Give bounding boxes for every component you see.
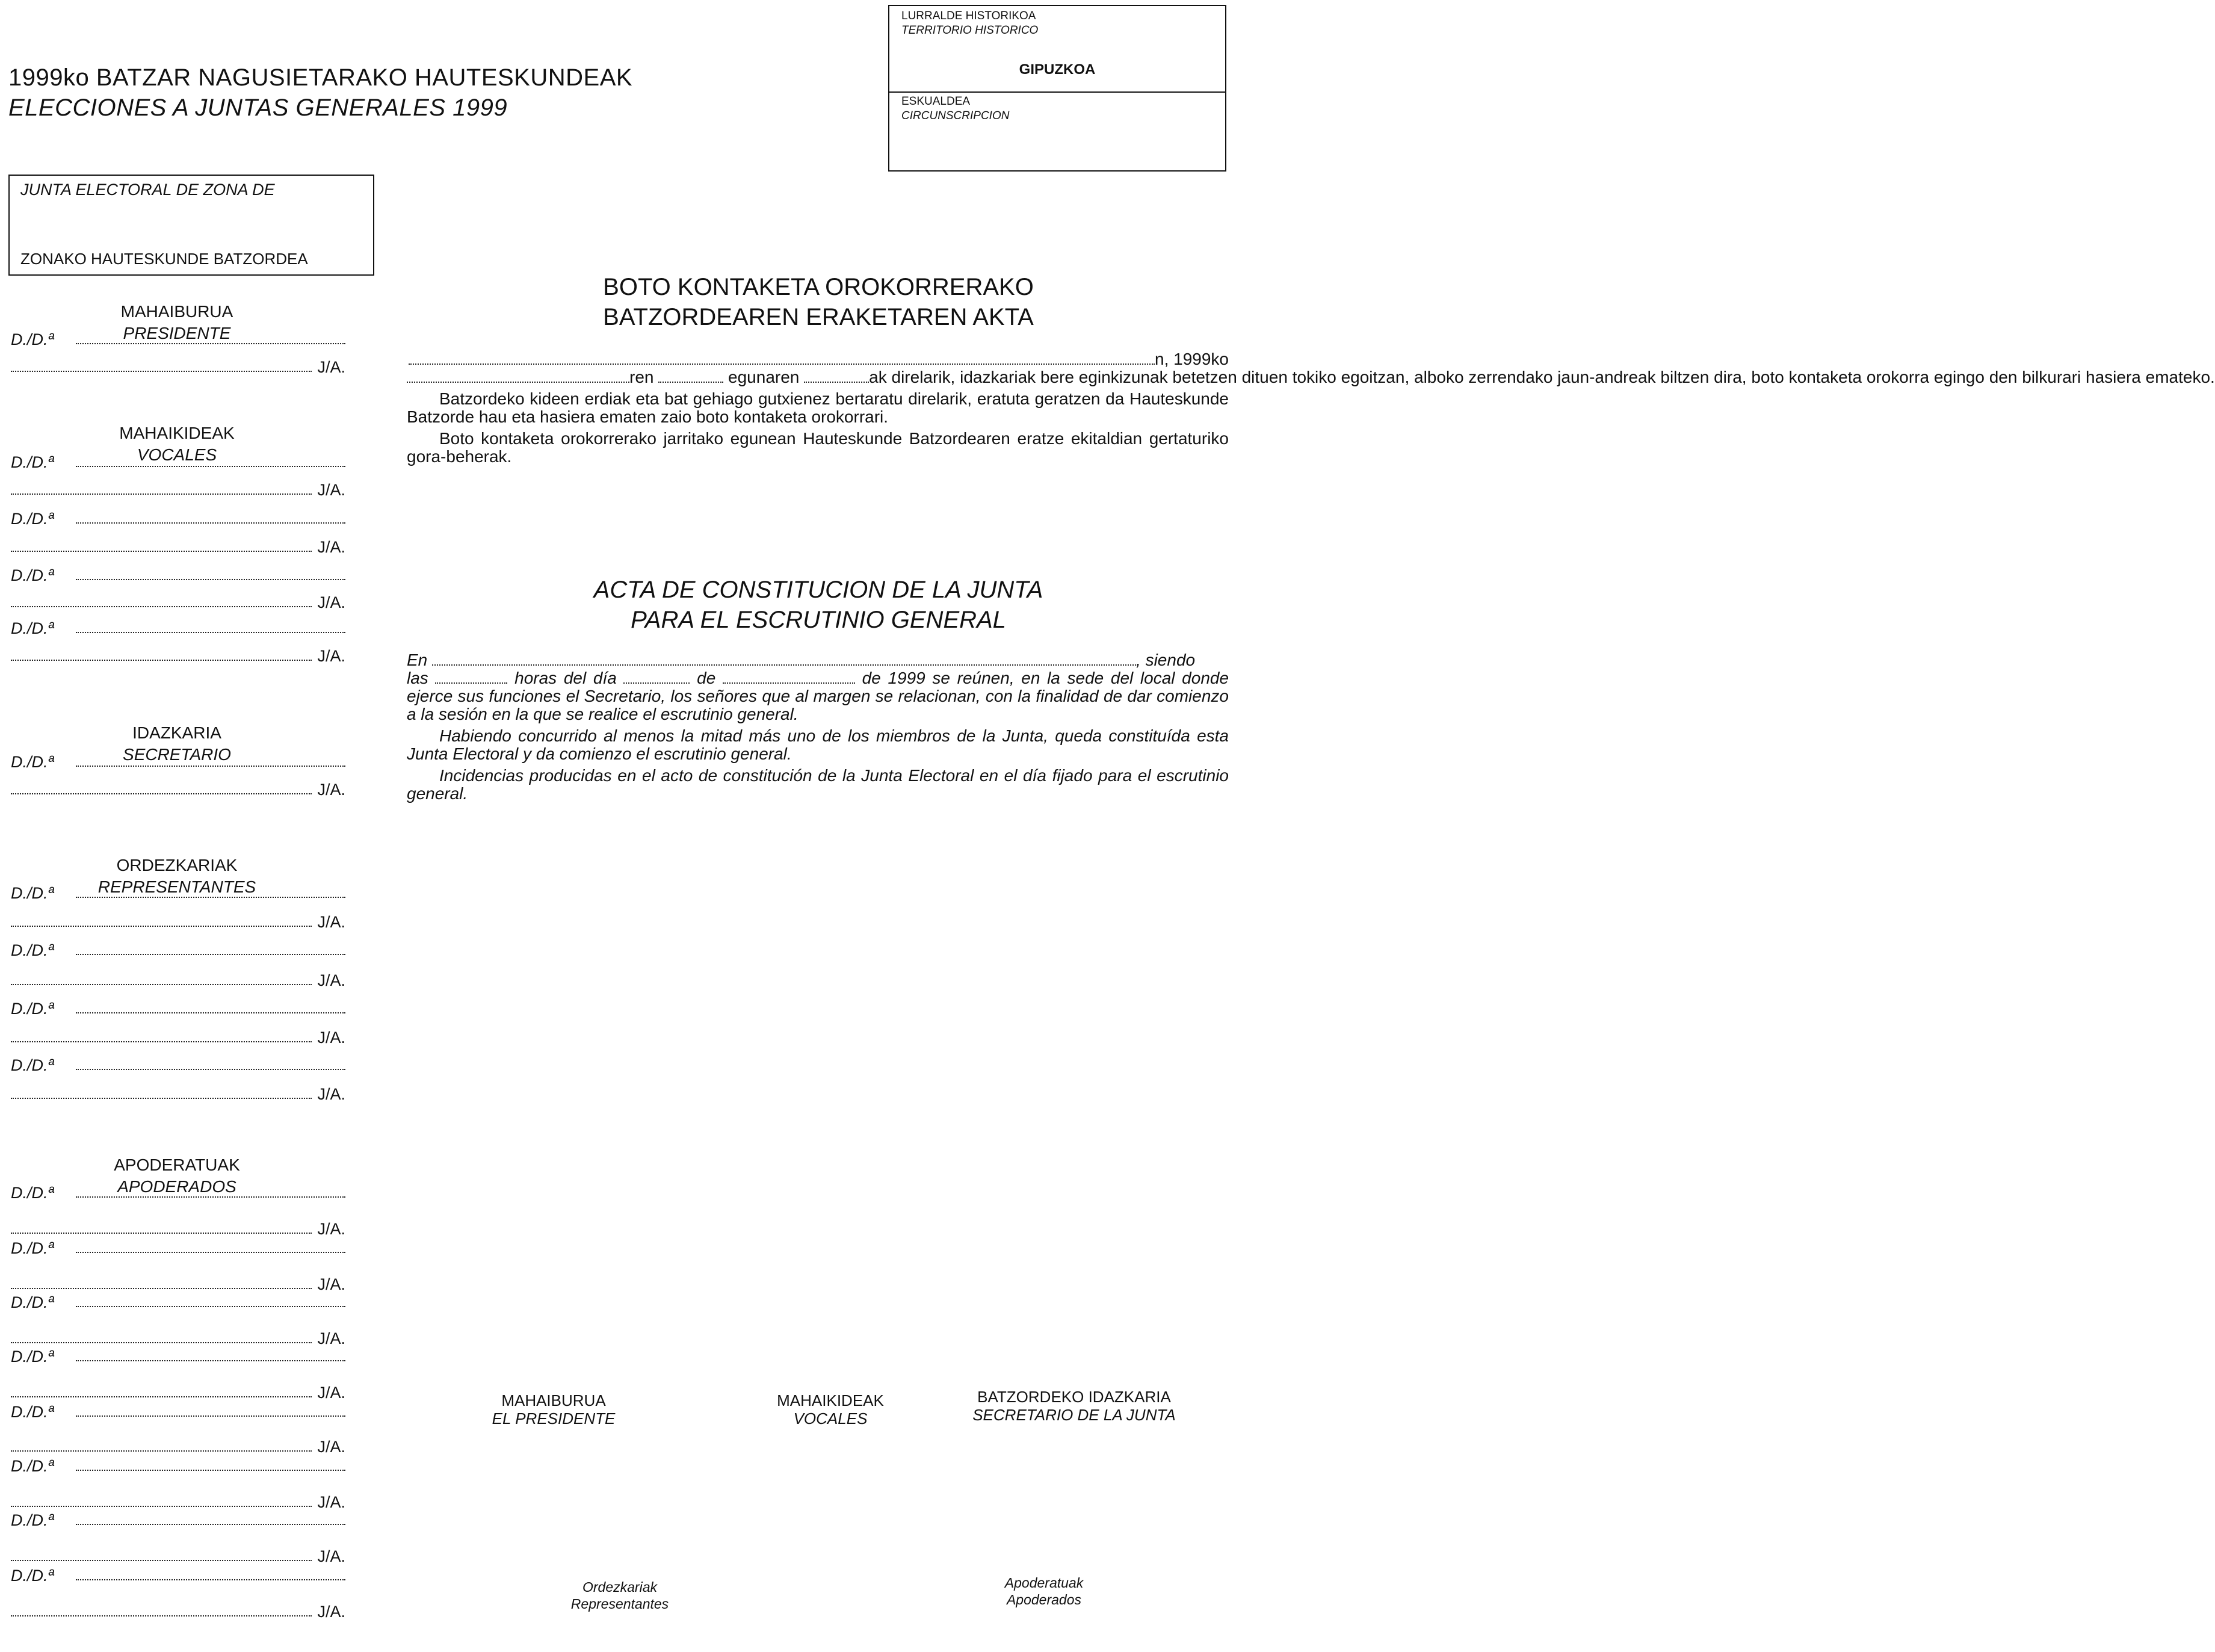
name-field[interactable] [76, 1196, 345, 1198]
signature-repr-eu: Ordezkariak [582, 1579, 657, 1595]
signature-apod-eu: Apoderatuak [1004, 1575, 1084, 1591]
signature-secretary-es: SECRETARIO DE LA JUNTA [972, 1406, 1176, 1424]
id-field[interactable] [11, 793, 312, 794]
signature-president [457, 1391, 650, 1428]
signature-vocales [740, 1391, 921, 1428]
name-field[interactable] [76, 1470, 345, 1471]
member-suffix: J/A. [317, 593, 345, 611]
id-field[interactable] [11, 1615, 312, 1616]
territory-value: GIPUZKOA [1019, 61, 1096, 78]
signature-apoderados [954, 1574, 1134, 1608]
member-prefix: D./D.ª [11, 619, 54, 637]
member-suffix: J/A. [317, 538, 345, 556]
name-field[interactable] [76, 1306, 345, 1307]
member-name-line[interactable] [8, 1051, 345, 1075]
name-field[interactable] [76, 1579, 345, 1580]
signature-vocales-es: VOCALES [793, 1409, 868, 1428]
member-id-line[interactable] [8, 642, 345, 666]
member-id-line[interactable] [8, 1597, 345, 1621]
member-suffix: J/A. [317, 1275, 345, 1293]
member-name-line[interactable] [8, 994, 345, 1018]
name-field[interactable] [76, 466, 345, 467]
section-heading-es: APODERADOS [117, 1177, 236, 1196]
member-name-line[interactable] [8, 1234, 345, 1258]
id-field[interactable] [11, 606, 312, 607]
signature-president-es: EL PRESIDENTE [492, 1409, 616, 1428]
signature-repr-es: Representantes [570, 1596, 669, 1612]
id-field[interactable] [11, 551, 312, 552]
name-field[interactable] [76, 1524, 345, 1525]
name-field[interactable] [76, 1252, 345, 1253]
name-field[interactable] [76, 1069, 345, 1070]
member-name-line[interactable] [8, 747, 345, 772]
name-field[interactable] [76, 766, 345, 767]
member-prefix: D./D.ª [11, 1457, 54, 1475]
id-field[interactable] [11, 1041, 312, 1042]
day-field-es[interactable] [623, 669, 690, 684]
text-las: las [407, 669, 428, 687]
territory-divider [889, 91, 1225, 93]
text-siendo: , siendo [1136, 651, 1196, 669]
name-field[interactable] [76, 343, 345, 344]
member-id-line[interactable] [8, 475, 345, 500]
member-id-line[interactable] [8, 1080, 345, 1104]
member-suffix: J/A. [317, 781, 345, 799]
act-title-eu-line2: BATZORDEAREN ERAKETAREN AKTA [603, 304, 1034, 330]
member-name-line[interactable] [8, 614, 345, 638]
member-suffix: J/A. [317, 1085, 345, 1103]
title-basque: 1999ko BATZAR NAGUSIETARAKO HAUTESKUNDEAK [8, 64, 633, 91]
act-es-paragraph3: Incidencias producidas en el acto de constitución de la Junta Electoral en el día fijado para el escrutinio general. [407, 766, 1229, 803]
act-eu-paragraph2: Batzordeko kideen erdiak eta bat gehiago gutxienez bertaratu direlarik, eratuta geratzen da Hauteskunde Batzorde hau eta hasiera ematen zaio boto kontaketa orokorrari. [407, 389, 1229, 426]
text-en: En [407, 651, 428, 669]
place-field[interactable] [409, 350, 1155, 365]
act-body-es [407, 651, 1229, 806]
member-suffix: J/A. [317, 1438, 345, 1456]
zone-label-eu: ZONAKO HAUTESKUNDE BATZORDEA [20, 250, 308, 268]
act-title-eu-line1: BOTO KONTAKETA OROKORRERAKO [603, 274, 1034, 300]
member-prefix: D./D.ª [11, 330, 54, 348]
act-title-es-line1: ACTA DE CONSTITUCION DE LA JUNTA [593, 577, 1043, 603]
member-prefix: D./D.ª [11, 1056, 54, 1074]
member-id-line[interactable] [8, 966, 345, 990]
member-name-line[interactable] [8, 1561, 345, 1585]
member-suffix: J/A. [317, 481, 345, 499]
member-prefix: D./D.ª [11, 510, 54, 528]
section-heading-es: SECRETARIO [123, 745, 231, 764]
member-name-line[interactable] [8, 1506, 345, 1530]
hour-field[interactable] [804, 368, 869, 383]
id-field[interactable] [11, 493, 312, 495]
section-heading-es: VOCALES [137, 445, 217, 464]
member-prefix: D./D.ª [11, 753, 54, 771]
section-heading-es: PRESIDENTE [123, 324, 231, 342]
section-heading-eu: APODERATUAK [114, 1155, 240, 1174]
member-name-line[interactable] [8, 879, 345, 903]
member-id-line[interactable] [8, 775, 345, 799]
act-title-es-line2: PARA EL ESCRUTINIO GENERAL [631, 607, 1006, 633]
member-name-line[interactable] [8, 1452, 345, 1476]
member-prefix: D./D.ª [11, 1511, 54, 1529]
member-suffix: J/A. [317, 358, 345, 376]
place-field-es[interactable] [432, 651, 1136, 666]
member-name-line[interactable] [8, 1397, 345, 1422]
member-suffix: J/A. [317, 1547, 345, 1565]
name-field[interactable] [76, 579, 345, 580]
member-suffix: J/A. [317, 1029, 345, 1047]
section-heading-es: REPRESENTANTES [97, 877, 256, 896]
member-id-line[interactable] [8, 1023, 345, 1047]
signature-representatives [530, 1579, 710, 1612]
text-egunaren: egunaren [728, 368, 800, 386]
member-prefix: D./D.ª [11, 1184, 54, 1202]
year-text: n, 1999ko [1155, 350, 1229, 368]
zone-label-es: JUNTA ELECTORAL DE ZONA DE [20, 181, 275, 199]
member-name-line[interactable] [8, 1342, 345, 1366]
member-suffix: J/A. [317, 1220, 345, 1238]
member-prefix: D./D.ª [11, 566, 54, 584]
member-prefix: D./D.ª [11, 1293, 54, 1311]
act-eu-paragraph1: ak direlarik, idazkariak bere eginkizunak betetzen dituen tokiko egoitzan, alboko zerrendako jaun-andreak biltzen dira, boto kontaketa orokorra egingo den bilkurari hasiera emateko. [869, 368, 2215, 386]
id-field[interactable] [11, 926, 312, 927]
member-suffix: J/A. [317, 1384, 345, 1402]
name-field[interactable] [76, 522, 345, 524]
text-de: de [697, 669, 716, 687]
member-prefix: D./D.ª [11, 1347, 54, 1366]
zone-box [8, 175, 374, 276]
id-field[interactable] [11, 1098, 312, 1099]
section-heading-eu: IDAZKARIA [132, 723, 221, 742]
member-id-line[interactable] [8, 588, 345, 612]
name-field[interactable] [76, 632, 345, 633]
section-heading-eu: ORDEZKARIAK [116, 856, 238, 874]
id-field[interactable] [11, 984, 312, 985]
month-field[interactable] [407, 368, 629, 383]
member-name-line[interactable] [8, 936, 345, 960]
page-title [8, 63, 791, 123]
member-name-line[interactable] [8, 1178, 345, 1202]
member-name-line[interactable] [8, 504, 345, 528]
member-prefix: D./D.ª [11, 453, 54, 471]
member-prefix: D./D.ª [11, 1000, 54, 1018]
hours-field-es[interactable] [435, 669, 507, 684]
act-es-paragraph2: Habiendo concurrido al menos la mitad más uno de los miembros de la Junta, queda constituída esta Junta Electoral y da comienzo el escrutinio general. [407, 726, 1229, 763]
text-horas: horas del día [514, 669, 617, 687]
section-heading-eu: MAHAIBURUA [120, 302, 233, 321]
member-suffix: J/A. [317, 913, 345, 931]
month-field-es[interactable] [723, 669, 855, 684]
act-eu-paragraph3: Boto kontaketa orokorrerako jarritako egunean Hauteskunde Batzordearen eratze ekitaldian gertaturiko gora-beherak. [407, 429, 1229, 466]
signature-president-eu: MAHAIBURUA [501, 1391, 606, 1409]
title-spanish: ELECCIONES A JUNTAS GENERALES 1999 [8, 94, 508, 121]
member-suffix: J/A. [317, 971, 345, 989]
signature-secretary-eu: BATZORDEKO IDAZKARIA [977, 1388, 1171, 1406]
act-body-eu [407, 350, 2215, 469]
act-title-eu [409, 272, 1228, 332]
territory-box [888, 5, 1226, 172]
member-prefix: D./D.ª [11, 941, 54, 959]
circumscription-label-eu: ESKUALDEA [901, 95, 971, 108]
signature-apod-es: Apoderados [1006, 1592, 1082, 1607]
member-id-line[interactable] [8, 908, 345, 932]
member-suffix: J/A. [317, 647, 345, 665]
name-field[interactable] [76, 954, 345, 955]
member-id-line[interactable] [8, 533, 345, 557]
member-suffix: J/A. [317, 1603, 345, 1621]
member-suffix: J/A. [317, 1329, 345, 1347]
member-name-line[interactable] [8, 1288, 345, 1312]
member-prefix: D./D.ª [11, 1567, 54, 1585]
member-prefix: D./D.ª [11, 1403, 54, 1421]
member-suffix: J/A. [317, 1493, 345, 1511]
name-field[interactable] [76, 1012, 345, 1013]
name-field[interactable] [76, 1415, 345, 1417]
act-es-paragraph1: de 1999 se reúnen, en la sede del local donde ejerce sus funciones el Secretario, los señores que al margen se relacionan, con la finalidad de dar comienzo a la sesión en la que se realice el escrutinio general. [407, 669, 1229, 723]
id-field[interactable] [11, 371, 312, 372]
member-id-line[interactable] [8, 353, 345, 377]
territory-label-eu: LURRALDE HISTORIKOA [901, 10, 1036, 22]
member-name-line[interactable] [8, 325, 345, 349]
section-heading-eu: MAHAIKIDEAK [119, 424, 235, 442]
name-field[interactable] [76, 1360, 345, 1361]
signature-vocales-eu: MAHAIKIDEAK [777, 1391, 884, 1409]
act-title-es [409, 575, 1228, 635]
name-field[interactable] [76, 897, 345, 898]
territory-label-es: TERRITORIO HISTORICO [901, 24, 1039, 37]
signature-secretary [945, 1388, 1203, 1424]
id-field[interactable] [11, 660, 312, 661]
circumscription-label-es: CIRCUNSCRIPCION [901, 110, 1010, 122]
day-field[interactable] [658, 368, 723, 383]
member-prefix: D./D.ª [11, 1239, 54, 1257]
suffix-ren: ren [629, 368, 654, 386]
member-prefix: D./D.ª [11, 884, 54, 902]
member-name-line[interactable] [8, 448, 345, 472]
member-name-line[interactable] [8, 561, 345, 585]
